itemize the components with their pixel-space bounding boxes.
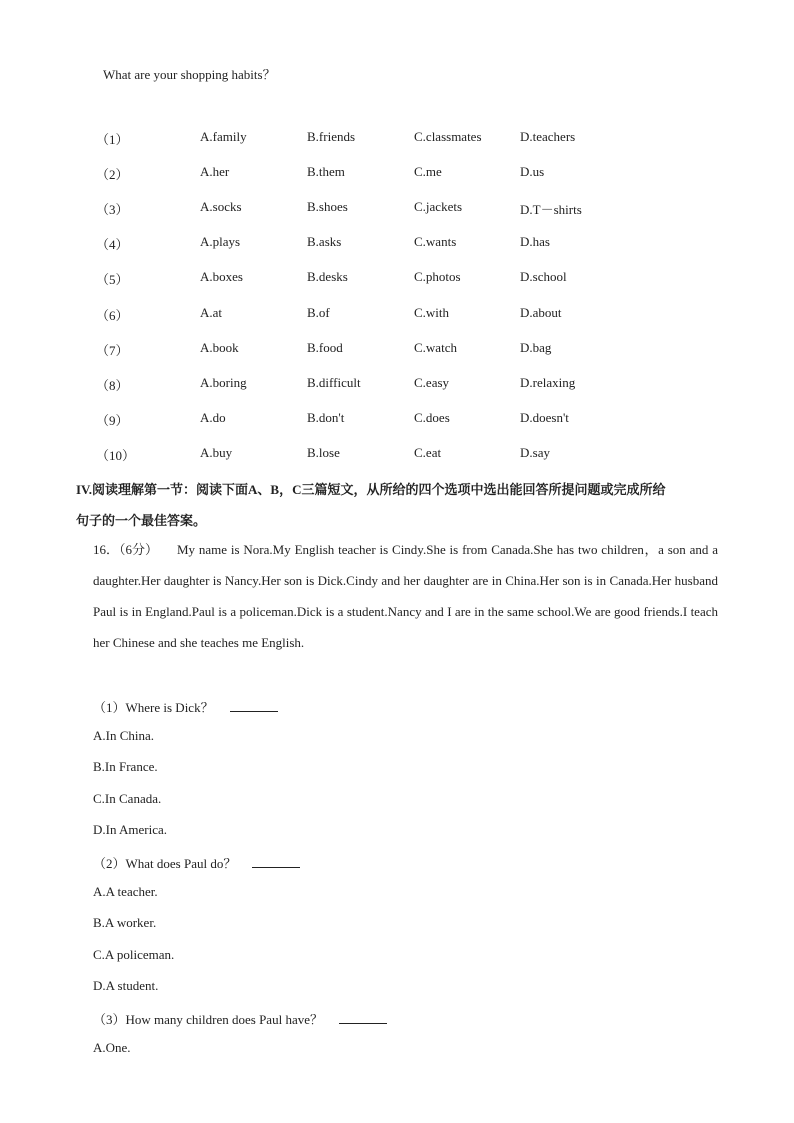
option-c: C.eat	[414, 445, 442, 460]
option-d: D.teachers	[520, 129, 576, 144]
option-a: A.boring	[200, 375, 247, 390]
intro-question: What are your shopping habits？	[103, 67, 276, 82]
option-d: D.say	[520, 445, 550, 460]
option-d: D.has	[520, 234, 550, 249]
question-number-score: 16．（6分）	[93, 542, 159, 557]
option-c: C.photos	[414, 269, 461, 284]
answer-option: D.In America.	[93, 822, 168, 837]
option-b: B.desks	[307, 269, 348, 284]
cloze-row	[0, 305, 794, 325]
option-c: C.jackets	[414, 199, 463, 214]
option-c: C.classmates	[414, 129, 482, 144]
answer-blank[interactable]	[230, 701, 278, 712]
option-d: D.doesn't	[520, 410, 569, 425]
option-c: C.watch	[414, 340, 457, 355]
option-b: B.asks	[307, 234, 342, 249]
question-stem	[93, 853, 300, 872]
option-b: B.lose	[307, 445, 340, 460]
option-b: B.them	[307, 164, 345, 179]
option-c: C.does	[414, 410, 450, 425]
option-a: A.book	[200, 340, 239, 355]
option-d: D.about	[520, 305, 562, 320]
option-b: B.don't	[307, 410, 345, 425]
question-stem	[93, 1009, 387, 1028]
cloze-row	[0, 199, 794, 219]
answer-option: B.In France.	[93, 759, 158, 774]
option-a: A.plays	[200, 234, 241, 249]
passage-text: My name is Nora.My English teacher is Cindy.She is from Canada.She has two children，a son and a daughter.Her daughter is Nancy.Her son is Dick.Cindy and her daughter are in China.Her son is in Canada.Her husband Paul is in England.Paul is a policeman.Dick is a student.Nancy and I are in the same school.We are good friends.I teach her Chinese and she teaches me English.	[93, 542, 718, 650]
option-b: B.difficult	[307, 375, 361, 390]
option-c: C.easy	[414, 375, 450, 390]
answer-option: B.A worker.	[93, 915, 157, 930]
question-number: （5）	[96, 272, 129, 287]
option-d: D.us	[520, 164, 545, 179]
question-number: （9）	[96, 413, 129, 428]
cloze-row	[0, 445, 794, 465]
cloze-row	[0, 340, 794, 360]
answer-option: C.A policeman.	[93, 947, 175, 962]
question-number: （3）	[96, 202, 129, 217]
question-number: （7）	[96, 343, 129, 358]
answer-blank[interactable]	[339, 1013, 387, 1024]
question-number: （2）	[96, 167, 129, 182]
cloze-row	[0, 129, 794, 149]
cloze-row	[0, 375, 794, 395]
cloze-row	[0, 164, 794, 184]
option-a: A.boxes	[200, 269, 243, 284]
question-number: （1）	[96, 132, 129, 147]
answer-option: A.One.	[93, 1040, 131, 1055]
cloze-row	[0, 234, 794, 254]
question-text: （3）How many children does Paul have？	[93, 1012, 323, 1027]
option-b: B.shoes	[307, 199, 348, 214]
option-a: A.buy	[200, 445, 233, 460]
option-c: C.wants	[414, 234, 457, 249]
cloze-row	[0, 269, 794, 289]
option-b: B.of	[307, 305, 330, 320]
option-b: B.friends	[307, 129, 356, 144]
option-a: A.family	[200, 129, 247, 144]
option-c: C.with	[414, 305, 450, 320]
question-stem	[93, 697, 278, 716]
question-text: （1）Where is Dick？	[93, 700, 214, 715]
option-d: D.relaxing	[520, 375, 576, 390]
option-d: D.school	[520, 269, 567, 284]
section-heading-continued: 句子的一个最佳答案。	[76, 513, 207, 528]
answer-blank[interactable]	[252, 857, 300, 868]
option-c: C.me	[414, 164, 442, 179]
answer-option: A.A teacher.	[93, 884, 158, 899]
question-number: （4）	[96, 237, 129, 252]
option-d: D.T－shirts	[520, 202, 582, 217]
answer-option: C.In Canada.	[93, 791, 162, 806]
option-a: A.her	[200, 164, 230, 179]
question-number: （6）	[96, 308, 129, 323]
question-number: （10）	[96, 448, 136, 463]
answer-option: D.A student.	[93, 978, 159, 993]
question-number: （8）	[96, 378, 129, 393]
option-a: A.do	[200, 410, 226, 425]
option-a: A.socks	[200, 199, 242, 214]
section-heading: IV.阅读理解第一节：阅读下面A、B，C三篇短文，从所给的四个选项中选出能回答所提问题或完成所给	[76, 482, 666, 497]
option-b: B.food	[307, 340, 343, 355]
answer-option: A.In China.	[93, 728, 155, 743]
question-text: （2）What does Paul do？	[93, 856, 237, 871]
reading-passage	[93, 534, 718, 658]
option-d: D.bag	[520, 340, 552, 355]
cloze-row	[0, 410, 794, 430]
option-a: A.at	[200, 305, 223, 320]
